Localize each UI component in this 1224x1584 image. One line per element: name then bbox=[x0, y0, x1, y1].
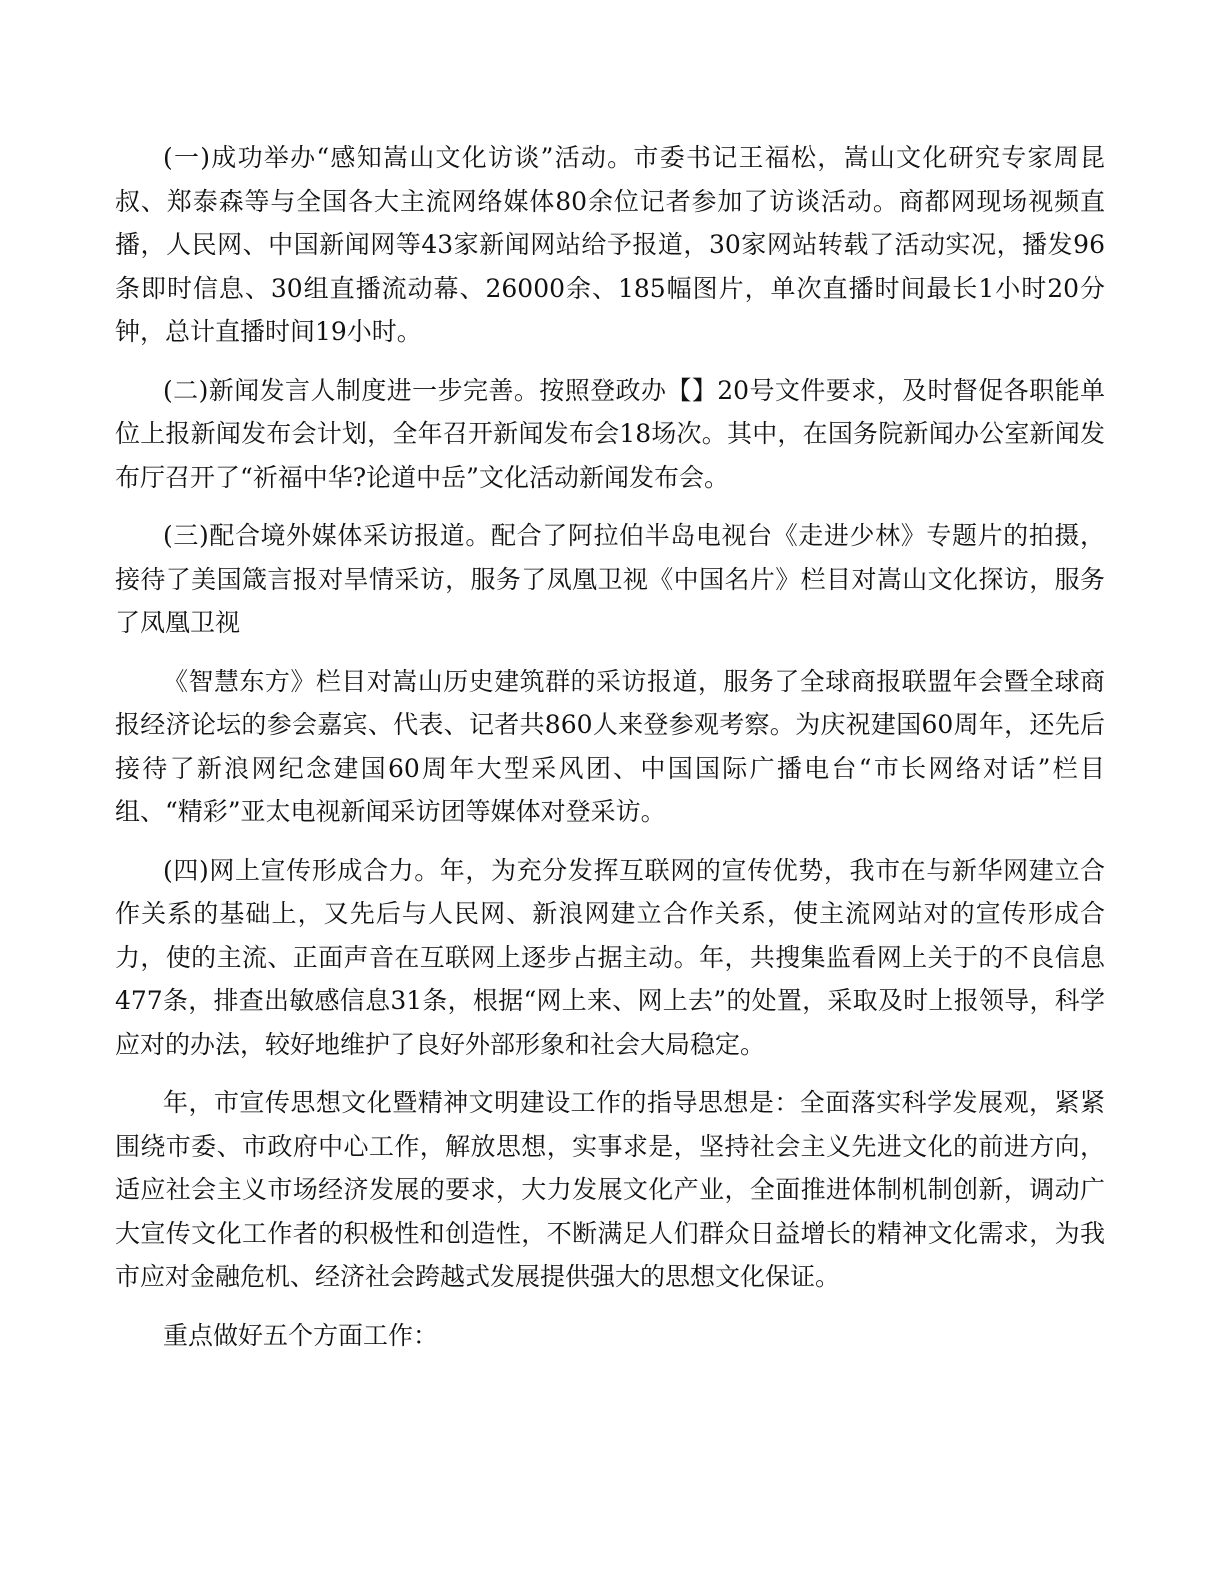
paragraph-3: (三)配合境外媒体采访报道。配合了阿拉伯半岛电视台《走进少林》专题片的拍摄，接待了美国箴言报对旱情采访，服务了凤凰卫视《中国名片》栏目对嵩山文化探访，服务了凤凰卫视 bbox=[115, 521, 1105, 637]
paragraph-5: (四)网上宣传形成合力。年，为充分发挥互联网的宣传优势，我市在与新华网建立合作关系的基础上，又先后与人民网、新浪网建立合作关系，使主流网站对的宣传形成合力，使的主流、正面声音在互联网上逐步占据主动。年，共搜集监看网上关于的不良信息477条，排查出敏感信息31条，根据“网上来、网上去”的处置，采取及时上报领导，科学应对的办法，较好地维护了良好外部形象和社会大局稳定。 bbox=[115, 855, 1105, 1059]
paragraph-4: 《智慧东方》栏目对嵩山历史建筑群的采访报道，服务了全球商报联盟年会暨全球商报经济论坛的参会嘉宾、代表、记者共860人来登参观考察。为庆祝建国60周年，还先后接待了新浪网纪念建国60周年大型采风团、中国国际广播电台“市长网络对话”栏目组、“精彩”亚太电视新闻采访团等媒体对登采访。 bbox=[115, 666, 1105, 826]
paragraph-7: 重点做好五个方面工作： bbox=[163, 1320, 439, 1350]
paragraph-6: 年，市宣传思想文化暨精神文明建设工作的指导思想是：全面落实科学发展观，紧紧围绕市委、市政府中心工作，解放思想，实事求是，坚持社会主义先进文化的前进方向，适应社会主义市场经济发展的要求，大力发展文化产业，全面推进体制机制创新，调动广大宣传文化工作者的积极性和创造性，不断满足人们群众日益增长的精神文化需求，为我市应对金融危机、经济社会跨越式发展提供强大的思想文化保证。 bbox=[115, 1088, 1105, 1291]
paragraph-2: (二)新闻发言人制度进一步完善。按照登政办【】20号文件要求，及时督促各职能单位上报新闻发布会计划，全年召开新闻发布会18场次。其中，在国务院新闻办公室新闻发布厅召开了“祈福中华?论道中岳”文化活动新闻发布会。 bbox=[115, 375, 1105, 492]
paragraph-1: (一)成功举办“感知嵩山文化访谈”活动。市委书记王福松，嵩山文化研究专家周昆叔、郑泰森等与全国各大主流网络媒体80余位记者参加了访谈活动。商都网现场视频直播，人民网、中国新闻网等43家新闻网站给予报道，30家网站转载了活动实况，播发96条即时信息、30组直播流动幕、26000余、185幅图片，单次直播时间最长1小时20分钟，总计直播时间19小时。 bbox=[115, 143, 1105, 346]
document-body bbox=[115, 136, 1105, 1372]
